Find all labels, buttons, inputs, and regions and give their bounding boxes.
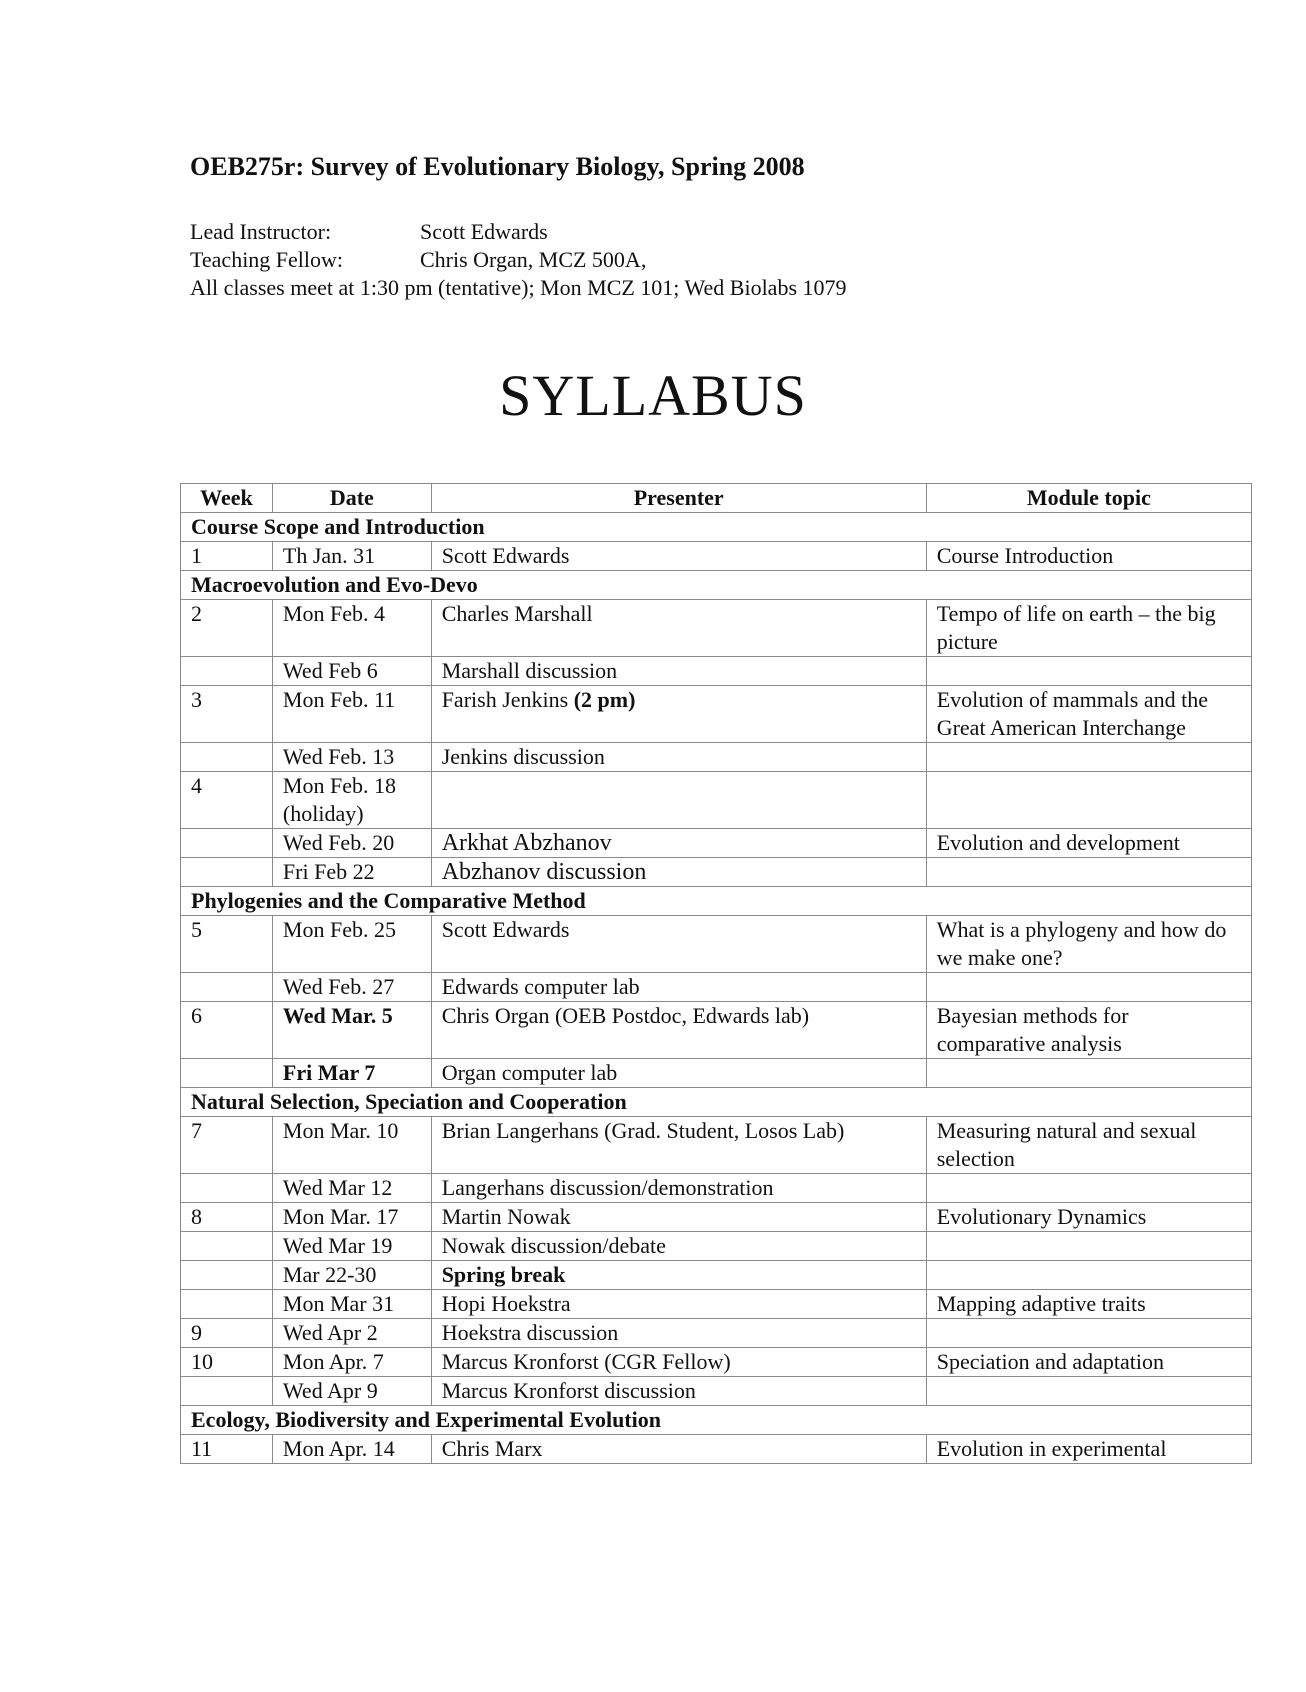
date-cell: Mar 22-30	[272, 1261, 431, 1290]
table-row	[181, 1232, 1252, 1261]
presenter-cell	[431, 772, 926, 829]
topic-cell: Speciation and adaptation	[926, 1348, 1251, 1377]
topic-cell: Evolutionary Dynamics	[926, 1203, 1251, 1232]
week-cell	[181, 829, 273, 858]
presenter-cell: Abzhanov discussion	[431, 858, 926, 887]
table-row	[181, 829, 1252, 858]
week-cell	[181, 858, 273, 887]
week-cell	[181, 1261, 273, 1290]
date-cell: Wed Feb. 27	[272, 973, 431, 1002]
section-row	[181, 887, 1252, 916]
date-cell: Mon Feb. 11	[272, 686, 431, 743]
week-cell: 11	[181, 1435, 273, 1464]
table-row	[181, 858, 1252, 887]
table-row	[181, 916, 1252, 973]
date-cell: Mon Mar. 17	[272, 1203, 431, 1232]
date-cell: Fri Feb 22	[272, 858, 431, 887]
section-row	[181, 513, 1252, 542]
table-row	[181, 542, 1252, 571]
section-row	[181, 571, 1252, 600]
date-cell: Wed Apr 9	[272, 1377, 431, 1406]
column-header-date: Date	[272, 484, 431, 513]
presenter-cell: Nowak discussion/debate	[431, 1232, 926, 1261]
date-cell: Mon Mar 31	[272, 1290, 431, 1319]
table-row	[181, 1435, 1252, 1464]
table-row	[181, 1059, 1252, 1088]
table-row	[181, 657, 1252, 686]
presenter-cell: Chris Marx	[431, 1435, 926, 1464]
week-cell	[181, 1377, 273, 1406]
teaching-fellow-value: Chris Organ, MCZ 500A,	[420, 247, 647, 272]
week-cell: 1	[181, 542, 273, 571]
date-cell: Wed Feb 6	[272, 657, 431, 686]
week-cell: 5	[181, 916, 273, 973]
presenter-cell: Jenkins discussion	[431, 743, 926, 772]
date-cell: Wed Feb. 20	[272, 829, 431, 858]
date-cell: Fri Mar 7	[272, 1059, 431, 1088]
teaching-fellow-row	[190, 246, 847, 274]
topic-cell	[926, 1232, 1251, 1261]
presenter-name: Farish Jenkins	[441, 687, 569, 712]
table-row	[181, 600, 1252, 657]
presenter-cell: Marcus Kronforst (CGR Fellow)	[431, 1348, 926, 1377]
lead-instructor-row	[190, 218, 847, 246]
column-header-presenter: Presenter	[431, 484, 926, 513]
table-row	[181, 1377, 1252, 1406]
class-meeting-text: All classes meet at 1:30 pm (tentative); Mon MCZ 101; Wed Biolabs 1079	[190, 275, 847, 300]
topic-cell: Bayesian methods for comparative analysis	[926, 1002, 1251, 1059]
table-row	[181, 1319, 1252, 1348]
week-cell: 2	[181, 600, 273, 657]
week-cell: 9	[181, 1319, 273, 1348]
table-row	[181, 1290, 1252, 1319]
table-row	[181, 743, 1252, 772]
topic-cell: Evolution and development	[926, 829, 1251, 858]
table-row	[181, 1261, 1252, 1290]
lead-instructor-value: Scott Edwards	[420, 219, 548, 244]
date-cell: Mon Feb. 25	[272, 916, 431, 973]
date-cell: Mon Feb. 18 (holiday)	[272, 772, 431, 829]
topic-cell: What is a phylogeny and how do we make one?	[926, 916, 1251, 973]
topic-cell	[926, 973, 1251, 1002]
syllabus-heading: SYLLABUS	[499, 363, 807, 428]
week-cell	[181, 973, 273, 1002]
topic-cell	[926, 1261, 1251, 1290]
date-cell: Mon Mar. 10	[272, 1117, 431, 1174]
week-cell	[181, 657, 273, 686]
date-cell: Mon Feb. 4	[272, 600, 431, 657]
presenter-cell: Martin Nowak	[431, 1203, 926, 1232]
presenter-cell: Scott Edwards	[431, 916, 926, 973]
date-cell: Wed Mar 12	[272, 1174, 431, 1203]
section-title: Macroevolution and Evo-Devo	[181, 571, 1252, 600]
week-cell	[181, 1059, 273, 1088]
table-row	[181, 1348, 1252, 1377]
table-row	[181, 686, 1252, 743]
date-cell: Mon Apr. 14	[272, 1435, 431, 1464]
week-cell: 6	[181, 1002, 273, 1059]
course-info	[190, 218, 847, 302]
topic-cell	[926, 1174, 1251, 1203]
topic-cell: Mapping adaptive traits	[926, 1290, 1251, 1319]
table-row	[181, 1117, 1252, 1174]
topic-cell	[926, 1377, 1251, 1406]
week-cell	[181, 1174, 273, 1203]
table-row	[181, 772, 1252, 829]
week-cell	[181, 1290, 273, 1319]
presenter-cell: Hoekstra discussion	[431, 1319, 926, 1348]
presenter-cell: Arkhat Abzhanov	[431, 829, 926, 858]
presenter-cell: Edwards computer lab	[431, 973, 926, 1002]
table-row	[181, 973, 1252, 1002]
topic-cell	[926, 1319, 1251, 1348]
presenter-cell: Chris Organ (OEB Postdoc, Edwards lab)	[431, 1002, 926, 1059]
table-row	[181, 1203, 1252, 1232]
week-cell: 7	[181, 1117, 273, 1174]
presenter-time-note: (2 pm)	[573, 687, 636, 712]
topic-cell	[926, 858, 1251, 887]
topic-cell	[926, 1059, 1251, 1088]
column-header-week: Week	[181, 484, 273, 513]
presenter-cell: Charles Marshall	[431, 600, 926, 657]
lead-instructor-label: Lead Instructor:	[190, 219, 332, 244]
date-cell: Th Jan. 31	[272, 542, 431, 571]
topic-cell: Course Introduction	[926, 542, 1251, 571]
section-row	[181, 1406, 1252, 1435]
teaching-fellow-label: Teaching Fellow:	[190, 247, 344, 272]
presenter-cell: Marshall discussion	[431, 657, 926, 686]
topic-cell: Measuring natural and sexual selection	[926, 1117, 1251, 1174]
week-cell: 10	[181, 1348, 273, 1377]
week-cell: 4	[181, 772, 273, 829]
presenter-cell: Organ computer lab	[431, 1059, 926, 1088]
topic-cell: Tempo of life on earth – the big picture	[926, 600, 1251, 657]
presenter-cell: Brian Langerhans (Grad. Student, Losos Lab)	[431, 1117, 926, 1174]
topic-cell	[926, 743, 1251, 772]
section-title: Natural Selection, Speciation and Cooperation	[181, 1088, 1252, 1117]
date-cell: Wed Apr 2	[272, 1319, 431, 1348]
schedule-table	[180, 483, 1252, 1464]
presenter-cell: Marcus Kronforst discussion	[431, 1377, 926, 1406]
week-cell: 8	[181, 1203, 273, 1232]
week-cell	[181, 1232, 273, 1261]
topic-cell: Evolution of mammals and the Great American Interchange	[926, 686, 1251, 743]
week-cell: 3	[181, 686, 273, 743]
date-cell: Wed Feb. 13	[272, 743, 431, 772]
class-meeting-row	[190, 274, 847, 302]
table-row	[181, 1174, 1252, 1203]
presenter-cell	[431, 686, 926, 743]
presenter-cell: Hopi Hoekstra	[431, 1290, 926, 1319]
date-cell: Wed Mar. 5	[272, 1002, 431, 1059]
presenter-cell: Langerhans discussion/demonstration	[431, 1174, 926, 1203]
column-header-module-topic: Module topic	[926, 484, 1251, 513]
date-cell: Wed Mar 19	[272, 1232, 431, 1261]
table-header-row	[181, 484, 1252, 513]
week-cell	[181, 743, 273, 772]
presenter-cell: Spring break	[431, 1261, 926, 1290]
presenter-cell: Scott Edwards	[431, 542, 926, 571]
section-title: Phylogenies and the Comparative Method	[181, 887, 1252, 916]
topic-cell: Evolution in experimental	[926, 1435, 1251, 1464]
date-cell: Mon Apr. 7	[272, 1348, 431, 1377]
topic-cell	[926, 772, 1251, 829]
topic-cell	[926, 657, 1251, 686]
table-row	[181, 1002, 1252, 1059]
section-title: Course Scope and Introduction	[181, 513, 1252, 542]
section-row	[181, 1088, 1252, 1117]
section-title: Ecology, Biodiversity and Experimental Evolution	[181, 1406, 1252, 1435]
course-title: OEB275r: Survey of Evolutionary Biology, Spring 2008	[190, 152, 805, 181]
